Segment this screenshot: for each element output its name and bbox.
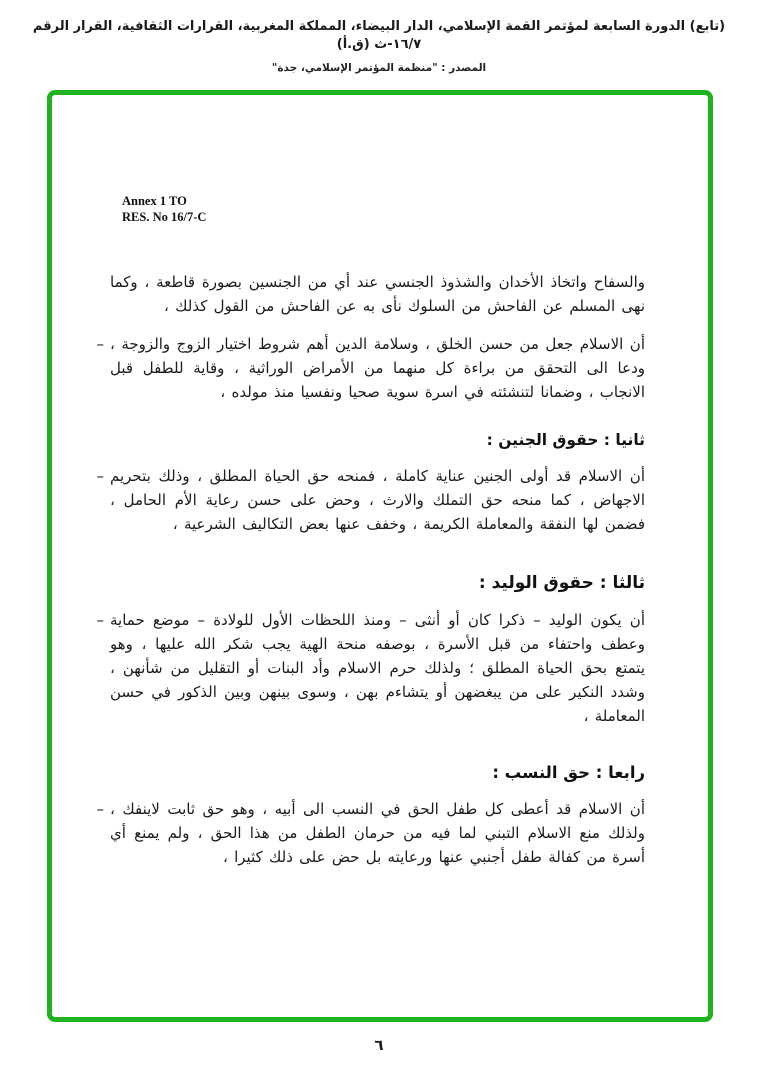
page-number: ٦ <box>374 1036 384 1054</box>
section-heading-fetus-rights: ثانيا : حقوق الجنين : <box>486 430 645 449</box>
paragraph-continuation <box>110 270 645 318</box>
section-heading-newborn-rights: ثالثا : حقوق الوليد : <box>478 572 645 593</box>
section-heading-lineage-right: رابعا : حق النسب : <box>492 762 645 782</box>
header-title: (تابع) الدورة السابعة لمؤتمر القمة الإسلامي، الدار البيضاء، المملكة المغربية، القرارات الثقافية، القرار الرقم ١٦/٧-ث (ق.أ) <box>32 19 726 52</box>
list-dash-marker: – <box>96 466 104 485</box>
list-item-newborn <box>96 608 645 728</box>
document-body <box>52 270 708 870</box>
paragraph-text: والسفاح واتخاذ الأخدان والشذوذ الجنسي عند أي من الجنسين بصورة قاطعة ، وكما نهى المسلم عن الفاحش من السلوك نأى به عن الفاحش من القول كذلك ، <box>110 272 645 315</box>
document-header <box>0 18 758 74</box>
list-item-lineage <box>96 797 645 869</box>
list-item-text: أن الاسلام جعل من حسن الخلق ، وسلامة الدين أهم شروط اختيار الزوج والزوجة ، ودعا الى التحقق من براءة كل منهما من الأمراض الوراثية ، وقاية للطفل قبل الانجاب ، وضمانا لتنشئته في اسرة سوية صحيا ونفسيا منذ مولده ، <box>110 334 645 401</box>
annex-line1: Annex 1 TO <box>122 194 187 208</box>
list-item-text: أن الاسلام قد أولى الجنين عناية كاملة ، فمنحه حق الحياة المطلق ، وذلك بتحريم الاجهاض ، كما منحه حق التملك والارث ، وحض على حسن رعاية الأم الحامل ، فضمن لها النفقة والمعاملة الكريمة ، وخفف عنها بعض التكاليف الشرعية ، <box>110 466 645 533</box>
list-item-text: أن الاسلام قد أعطى كل طفل الحق في النسب الى أبيه ، وهو حق ثابت لاينفك ، ولذلك منع الاسلام التبني لما فيه من حرمان الطفل من هذا الحق ، ولم يمنع أي أسرة من كفالة طفل أجنبي عنها ورعايته بل حض على ذلك كثيرا ، <box>110 800 645 867</box>
list-dash-marker: – <box>96 610 104 629</box>
annex-line2: RES. No 16/7-C <box>122 210 207 225</box>
header-source: المصدر : "منظمة المؤتمر الإسلامي، جدة" <box>271 62 487 75</box>
list-item-text: أن يكون الوليد – ذكرا كان أو أنثى – ومنذ اللحظات الأول للولادة – موضع حماية وعطف واحتفاء من قبل الأسرة ، بوصفه منحة الهية يجب شكر الله عليها ، وهو يتمتع بحق الحياة المطلق ؛ ولذلك حرم الاسلام وأد البنات أو التقليل من شأنهن ، وشدد النكير على من يبغضهن أو يتشاءم بهن ، وسوى بينهن وبين الذكور في حسن المعاملة ، <box>110 610 645 725</box>
list-item-marriage <box>96 332 645 404</box>
list-dash-marker: – <box>96 800 104 819</box>
page-frame <box>47 90 713 1022</box>
list-item-fetus <box>96 464 645 536</box>
list-dash-marker: – <box>96 334 104 353</box>
annex-reference <box>122 193 708 226</box>
